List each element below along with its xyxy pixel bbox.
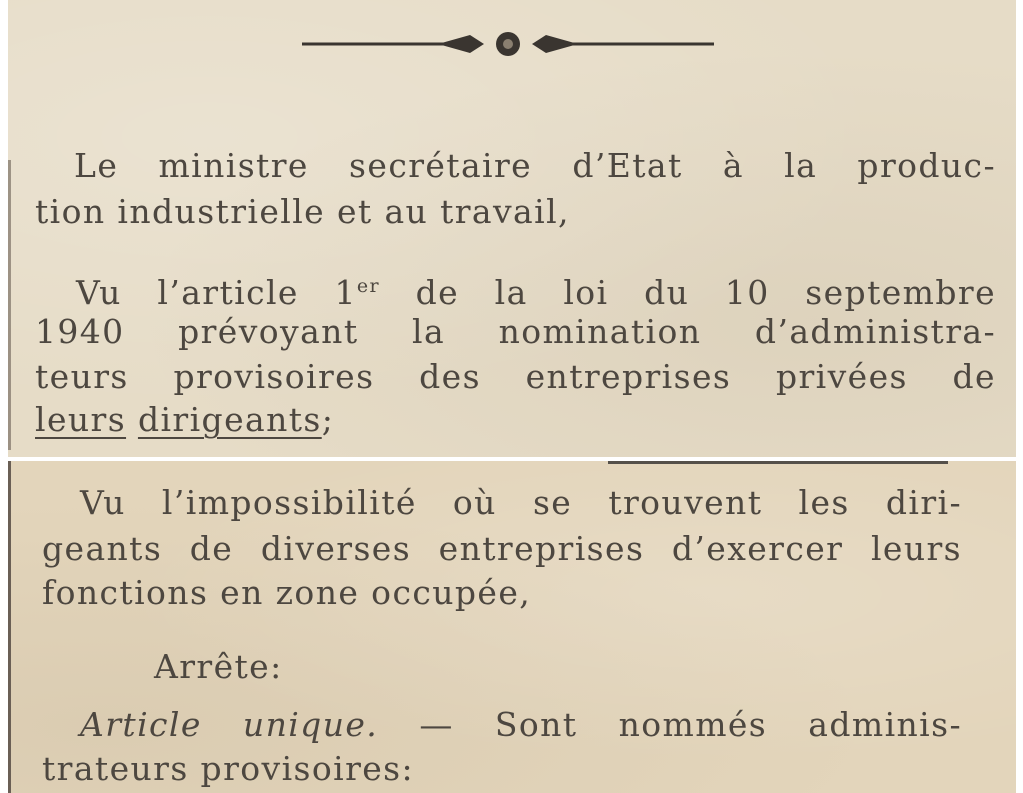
column-rule: [8, 160, 11, 450]
column-rule: [8, 461, 11, 793]
fleuron-rule-ornament-icon: [298, 27, 718, 61]
clipping-bottom: [8, 461, 1016, 793]
text-line: 1940 prévoyant la nomination d’administra-: [35, 312, 996, 351]
text-span: — Sont nommés adminis-: [419, 705, 963, 744]
text-line: fonctions en zone occupée,: [42, 573, 532, 612]
text-line: tion industrielle et au travail,: [35, 192, 570, 231]
text-line: geants de diverses entreprises d’exercer leurs: [42, 529, 962, 568]
text-line: [80, 705, 962, 745]
text-line: Vu l’impossibilité où se trouvent les diri-: [80, 483, 962, 522]
text-span: de la loi du 10 septembre: [415, 273, 996, 312]
clipping-top: [8, 0, 1016, 457]
top-rule: [608, 461, 948, 464]
superscript: er: [356, 275, 381, 297]
underlined-text: dirigeants: [137, 400, 322, 439]
text-span: Vu l’article 1: [76, 273, 357, 312]
underlined-text: leurs: [35, 400, 127, 439]
text-line: [35, 400, 334, 440]
text-span: ;: [321, 400, 335, 439]
text-line: Le ministre secrétaire d’Etat à la produc-: [74, 146, 996, 185]
text-line: trateurs provisoires:: [42, 749, 415, 788]
text-line: [76, 266, 996, 313]
article-heading: Article unique.: [80, 705, 379, 744]
decree-word: Arrête:: [154, 647, 283, 686]
text-line: teurs provisoires des entreprises privées de: [35, 357, 996, 396]
